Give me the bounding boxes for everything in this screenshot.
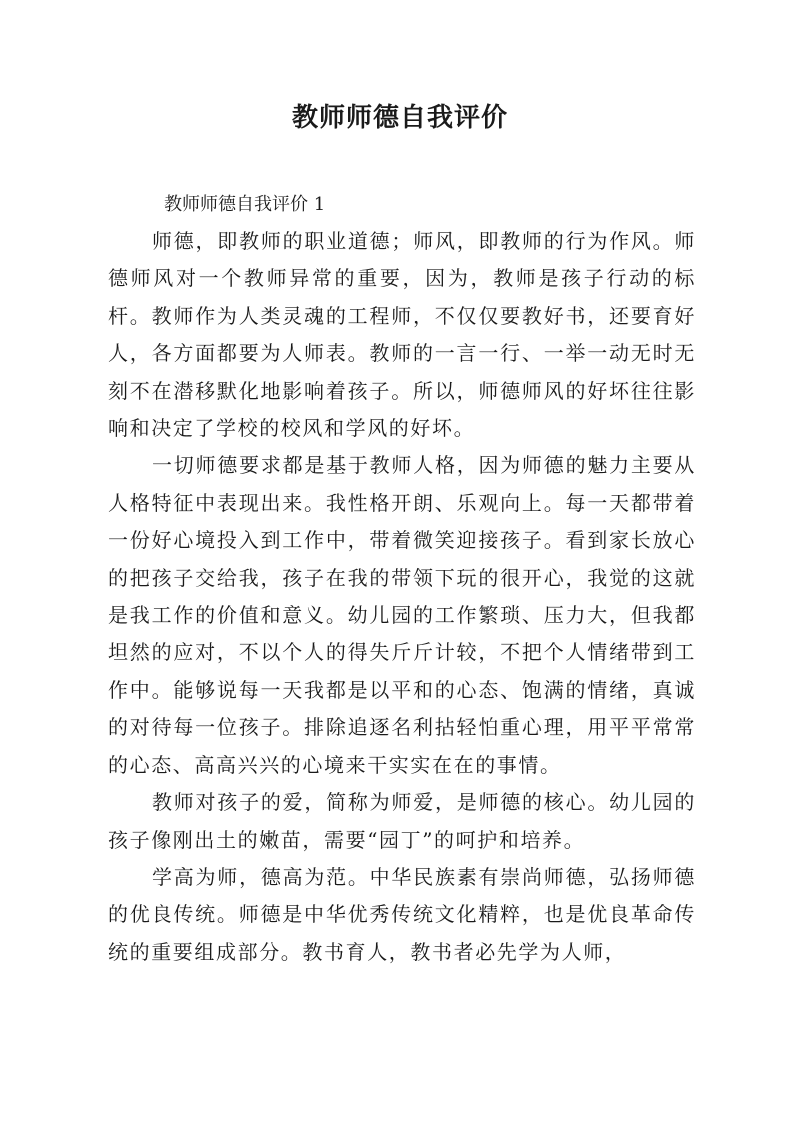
document-title: 教师师德自我评价 <box>291 103 508 133</box>
paragraph-1: 师德，即教师的职业道德；师风，即教师的行为作风。师德师风对一个教师异常的重要，因为，教师是孩子行动的标杆。教师作为人类灵魂的工程师，不仅仅要教好书，还要育好人，各方面都要为人师表。教师的一言一行、一举一动无时无刻不在潜移默化地影响着孩子。所以，师德师风的好坏往往影响和决定了学校的校风和学风的好坏。 <box>108 229 696 441</box>
paragraph-3: 教师对孩子的爱，简称为师爱，是师德的核心。幼儿园的孩子像刚出土的嫩苗，需要“园丁”的呵护和培养。 <box>108 790 696 852</box>
paragraph-2: 一切师德要求都是基于教师人格，因为师德的魅力主要从人格特征中表现出来。我性格开朗、乐观向上。每一天都带着一份好心境投入到工作中，带着微笑迎接孩子。看到家长放心的把孩子交给我，孩子在我的带领下玩的很开心，我觉的这就是我工作的价值和意义。幼儿园的工作繁琐、压力大，但我都坦然的应对，不以个人的得失斤斤计较，不把个人情绪带到工作中。能够说每一天我都是以平和的心态、饱满的情绪，真诚的对待每一位孩子。排除追逐名利拈轻怕重心理，用平平常常的心态、高高兴兴的心境来干实实在在的事情。 <box>108 453 696 777</box>
paragraph-4: 学高为师，德高为范。中华民族素有崇尚师德，弘扬师德的优良传统。师德是中华优秀传统文化精粹，也是优良革命传统的重要组成部分。教书育人，教书者必先学为人师， <box>108 864 696 964</box>
document-body <box>108 186 696 971</box>
section-heading: 教师师德自我评价 1 <box>164 194 326 215</box>
